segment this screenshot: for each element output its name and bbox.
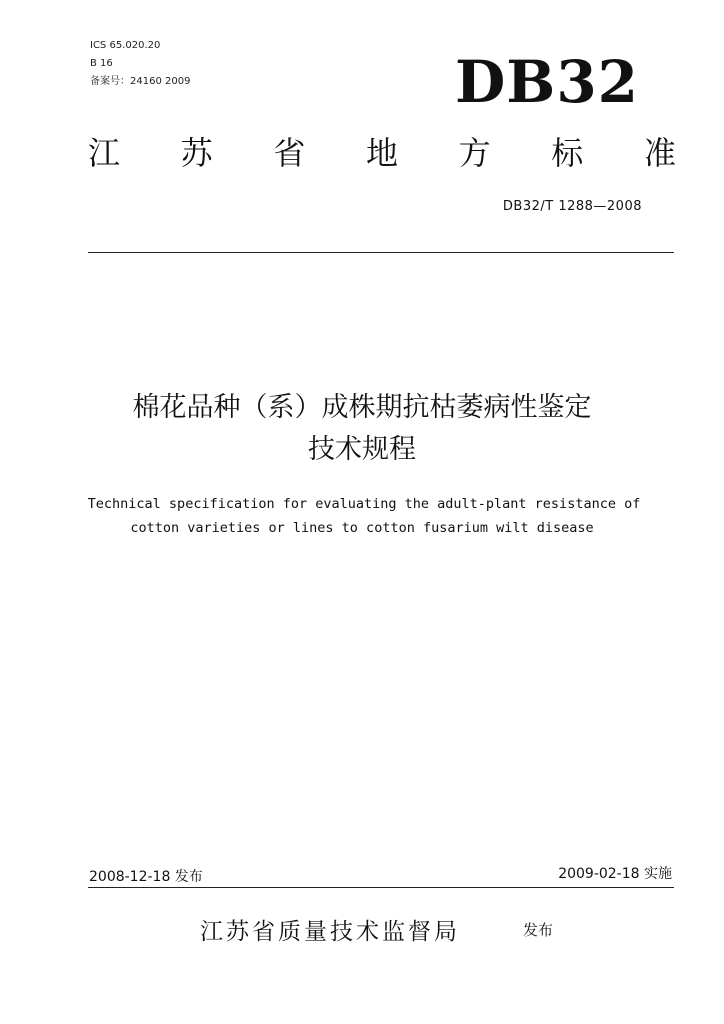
footer-divider bbox=[88, 887, 674, 888]
title-cn-line1: 棉花品种（系）成株期抗枯萎病性鉴定 bbox=[132, 392, 592, 423]
standard-number: DB32/T 1288—2008 bbox=[502, 199, 642, 214]
standard-type-char: 准 bbox=[643, 134, 676, 172]
standard-type-char: 省 bbox=[273, 134, 306, 172]
title-en-line2: cotton varieties or lines to cotton fusarium wilt disease bbox=[130, 520, 594, 536]
standard-type bbox=[88, 133, 676, 173]
issue-date: 2008-12-18 发布 bbox=[89, 869, 203, 885]
ccs-code: B 16 bbox=[90, 58, 113, 69]
implementation-date: 2009-02-18 实施 bbox=[558, 866, 672, 882]
title-cn-line2: 技术规程 bbox=[308, 434, 416, 465]
standard-type-char: 江 bbox=[88, 134, 121, 172]
standard-type-char: 方 bbox=[458, 134, 491, 172]
standard-type-char: 苏 bbox=[180, 134, 213, 172]
ics-code: ICS 65.020.20 bbox=[90, 40, 161, 51]
db32-logo: DB32 bbox=[455, 48, 640, 116]
filing-number: 备案号：24160 2009 bbox=[90, 76, 191, 87]
issuing-authority: 江苏省质量技术监督局 bbox=[200, 919, 460, 945]
standard-type-char: 标 bbox=[551, 134, 584, 172]
standard-type-char: 地 bbox=[365, 134, 398, 172]
title-en-line1: Technical specification for evaluating the adult-plant resistance of bbox=[87, 496, 641, 512]
issuing-authority-suffix: 发布 bbox=[523, 921, 554, 939]
header-divider bbox=[88, 252, 674, 253]
